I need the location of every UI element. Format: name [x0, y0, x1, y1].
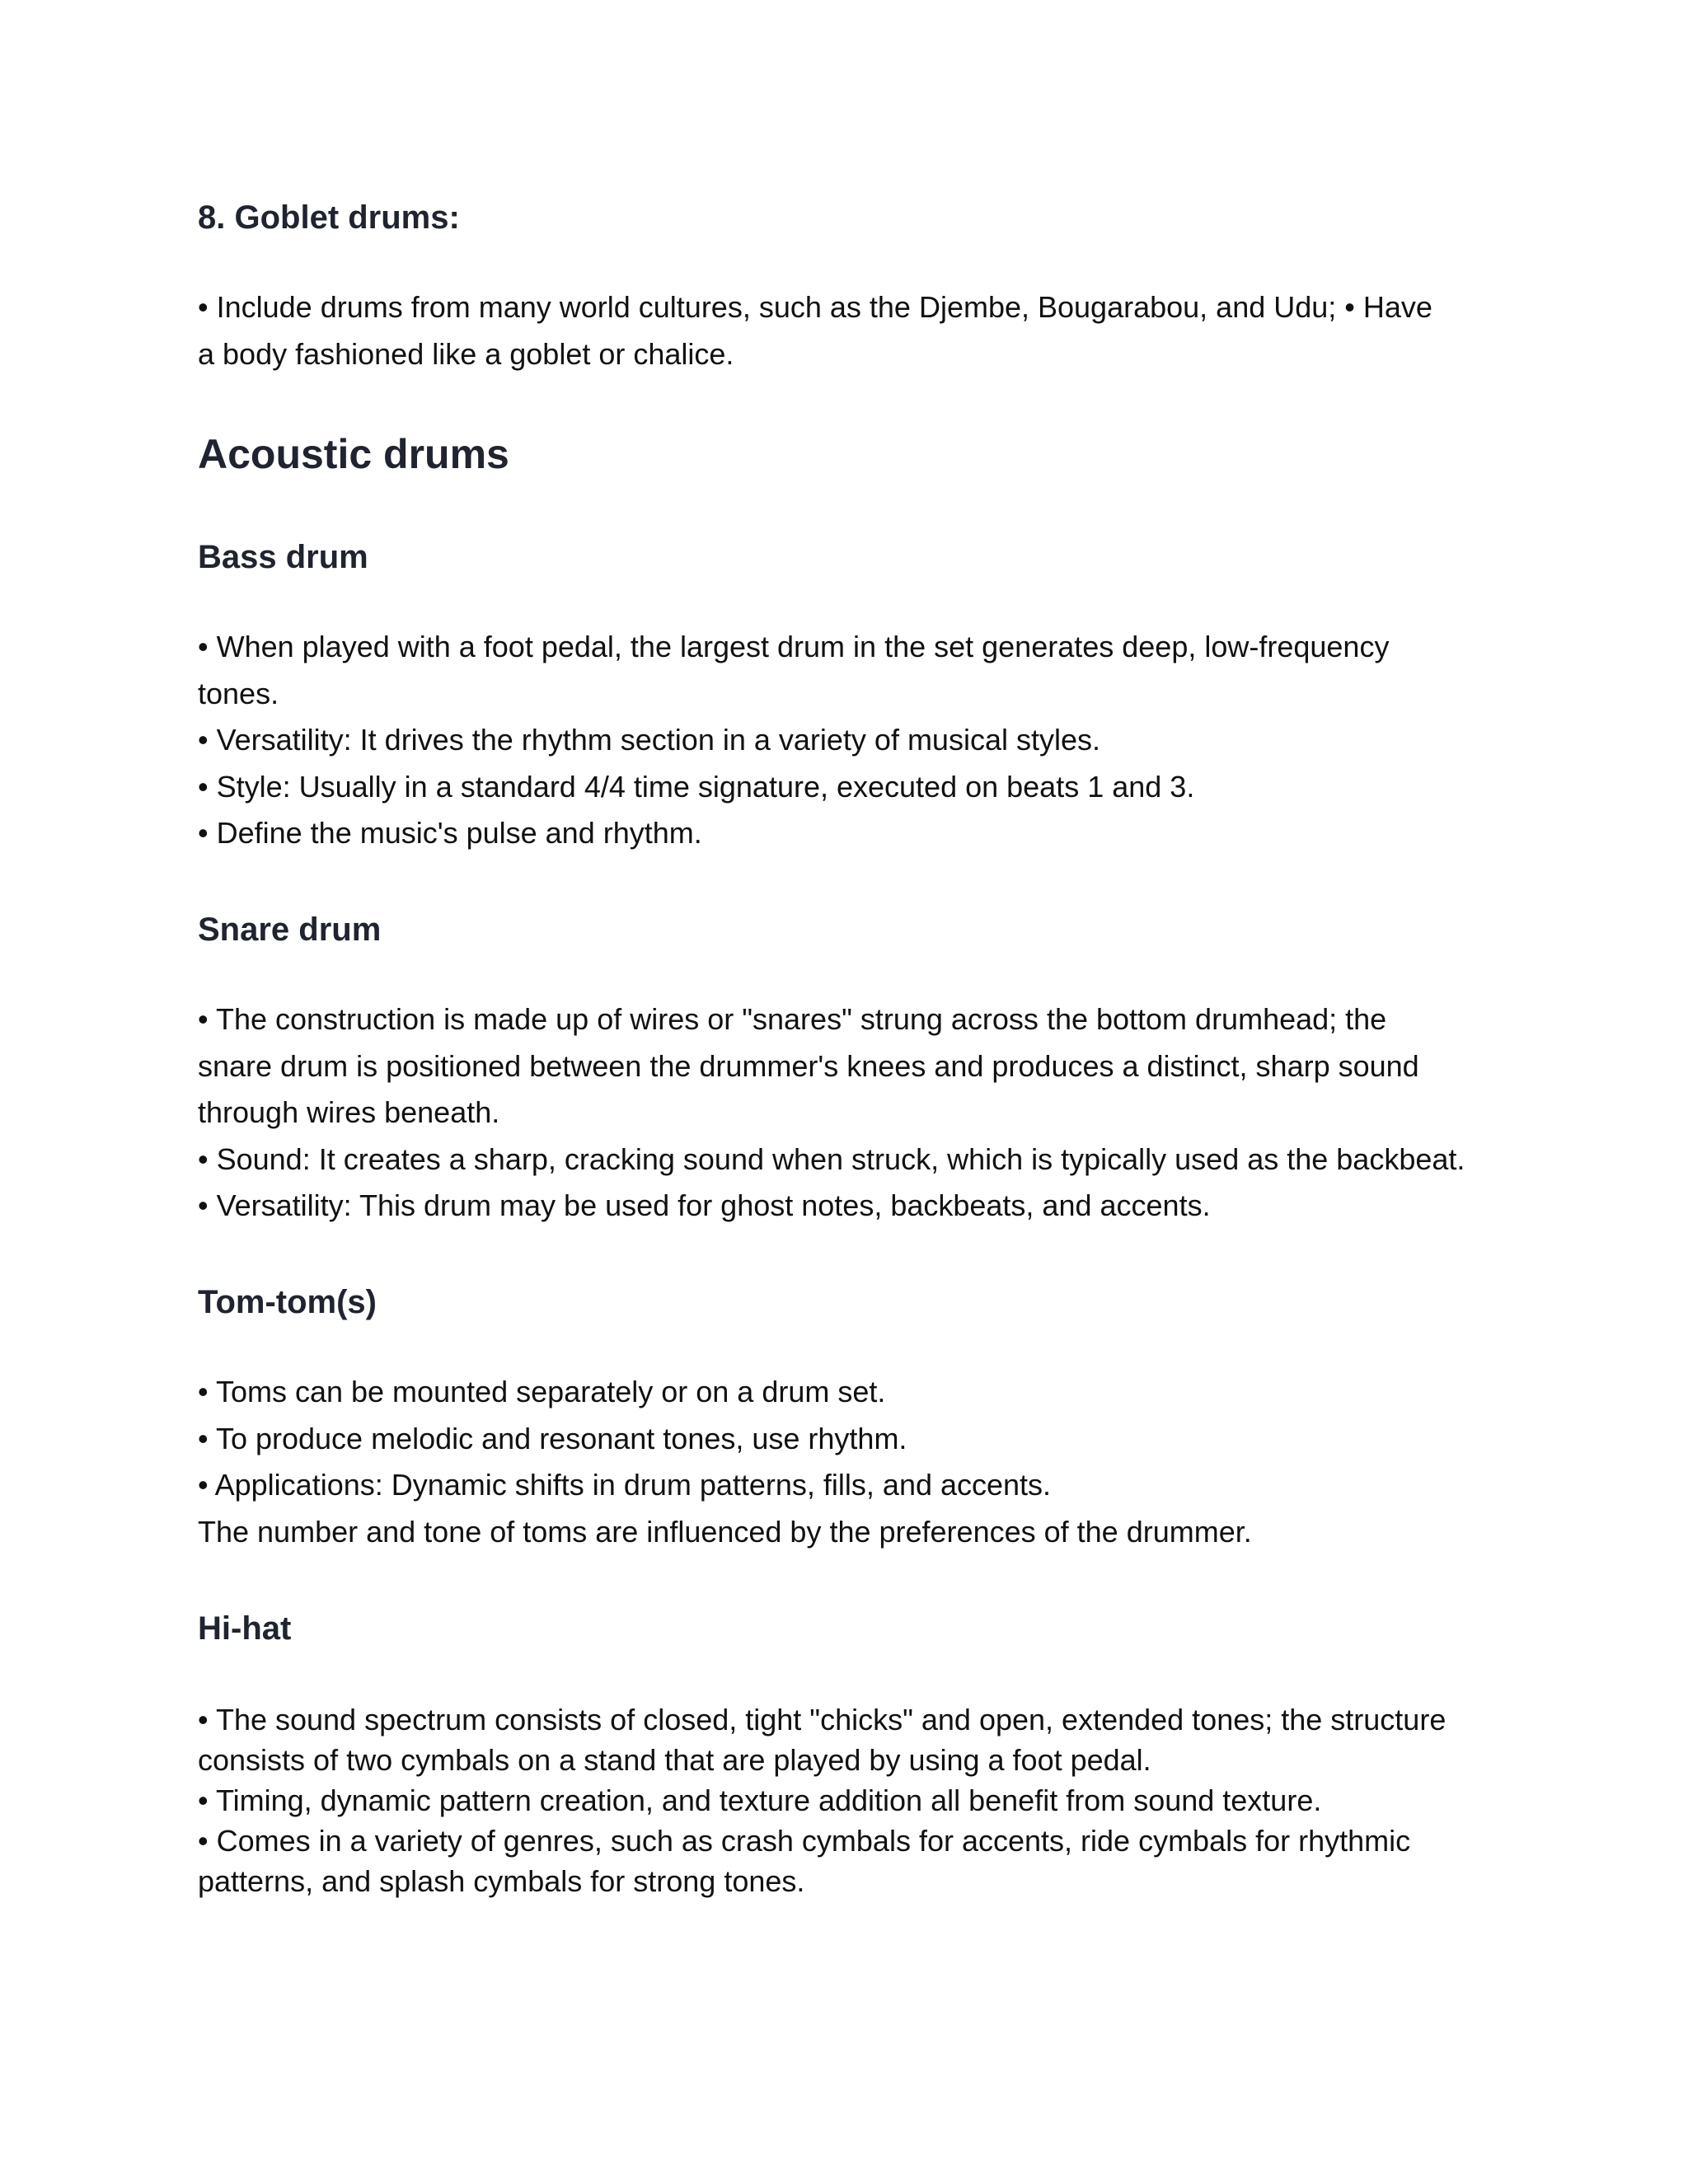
tom-toms-heading: Tom-tom(s) — [198, 1284, 377, 1320]
paragraph-line: • To produce melodic and resonant tones, use rhythm. — [198, 1421, 907, 1455]
paragraph-line: • Include drums from many world cultures, such as the Djembe, Bougarabou, and Udu; • Have — [198, 290, 1432, 324]
tom-toms-paragraph — [198, 1369, 1252, 1555]
paragraph-line: through wires beneath. — [198, 1095, 500, 1129]
hi-hat-heading: Hi-hat — [198, 1610, 292, 1647]
hi-hat-paragraph — [198, 1699, 1446, 1901]
paragraph-line: consists of two cymbals on a stand that are played by using a foot pedal. — [198, 1743, 1151, 1777]
goblet-drums-heading: 8. Goblet drums: — [198, 199, 460, 236]
paragraph-line: a body fashioned like a goblet or chalice. — [198, 336, 734, 371]
paragraph-line: • Applications: Dynamic shifts in drum patterns, fills, and accents. — [198, 1468, 1052, 1502]
paragraph-line: • Versatility: This drum may be used for ghost notes, backbeats, and accents. — [198, 1188, 1211, 1222]
paragraph-line: • Toms can be mounted separately or on a drum set. — [198, 1375, 886, 1408]
paragraph-line: • Sound: It creates a sharp, cracking sound when struck, which is typically used as the backbeat. — [198, 1141, 1465, 1176]
paragraph-line: snare drum is positioned between the drummer's knees and produces a distinct, sharp sound — [198, 1048, 1419, 1083]
paragraph-line: • Define the music's pulse and rhythm. — [198, 816, 702, 850]
paragraph-line: tones. — [198, 676, 279, 710]
paragraph-line: • Versatility: It drives the rhythm section in a variety of musical styles. — [198, 723, 1100, 757]
paragraph-line: The number and tone of toms are influenced by the preferences of the drummer. — [198, 1514, 1252, 1549]
bass-drum-heading: Bass drum — [198, 539, 368, 575]
paragraph-line: • Comes in a variety of genres, such as crash cymbals for accents, ride cymbals for rhythmic — [198, 1824, 1411, 1858]
paragraph-line: • Style: Usually in a standard 4/4 time signature, executed on beats 1 and 3. — [198, 769, 1195, 804]
snare-drum-heading: Snare drum — [198, 912, 382, 948]
snare-drum-paragraph — [198, 996, 1465, 1230]
bass-drum-paragraph — [198, 624, 1389, 857]
goblet-drums-paragraph — [198, 284, 1432, 377]
paragraph-line: • The construction is made up of wires or "snares" strung across the bottom drumhead; the — [198, 1002, 1387, 1036]
paragraph-line: • The sound spectrum consists of closed, tight "chicks" and open, extended tones; the structure — [198, 1703, 1447, 1736]
paragraph-line: patterns, and splash cymbals for strong tones. — [198, 1864, 805, 1898]
acoustic-drums-heading: Acoustic drums — [198, 431, 509, 477]
paragraph-line: • When played with a foot pedal, the largest drum in the set generates deep, low-frequency — [198, 630, 1390, 663]
paragraph-line: • Timing, dynamic pattern creation, and texture addition all benefit from sound texture. — [198, 1783, 1322, 1817]
